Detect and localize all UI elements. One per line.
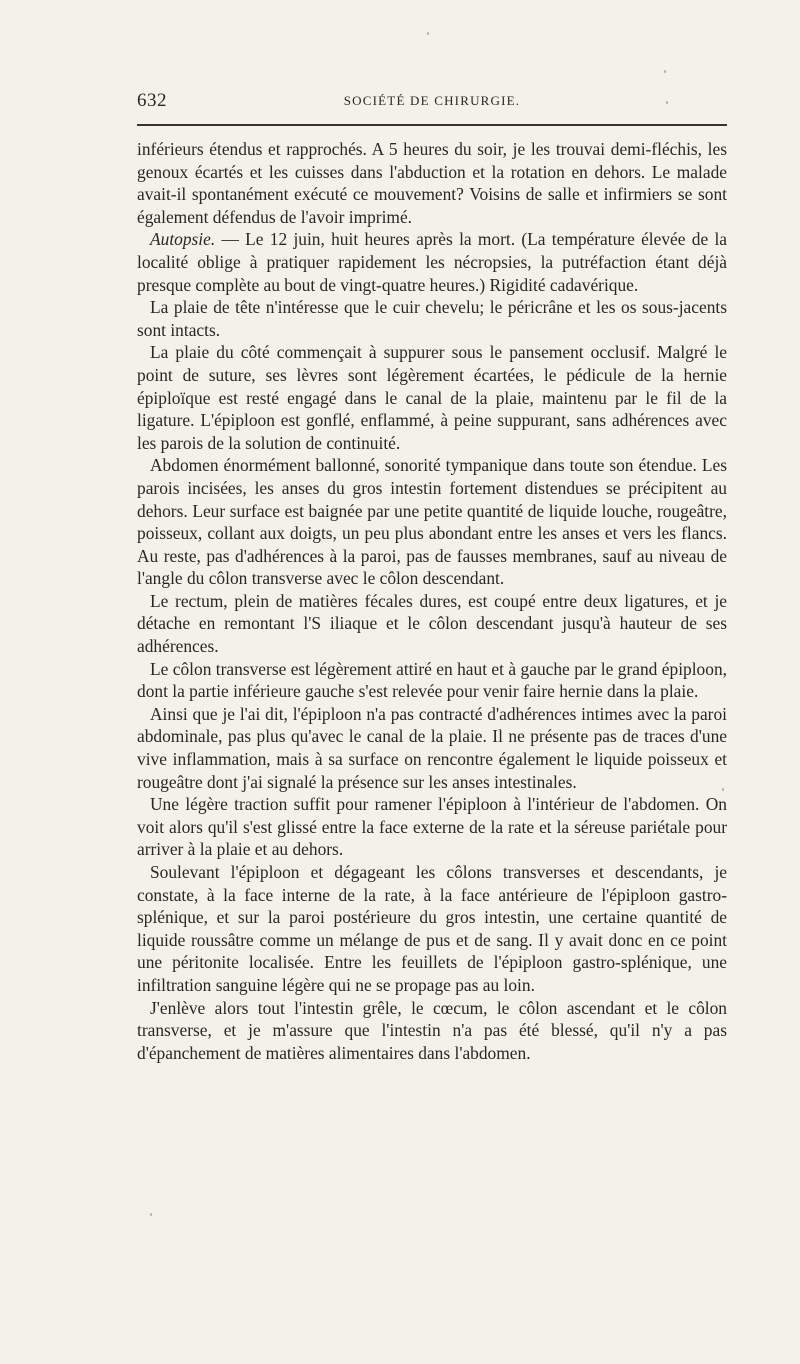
page-header: [137, 90, 727, 114]
paper-speck: [150, 1213, 152, 1216]
paragraph-6: Le rectum, plein de matières fécales dures, est coupé entre deux ligatures, et je détache en remontant l'S iliaque et le côlon descendant jusqu'à hauteur de ses adhérences.: [137, 590, 727, 657]
paragraph-2: Autopsie. — Le 12 juin, huit heures après la mort. (La température élevée de la localité oblige à pratiquer rapidement les nécropsies, la putréfaction étant déjà presque complète au bout de vingt-quatre heures.) Rigidité cadavérique.: [137, 229, 727, 295]
running-head: SOCIÉTÉ DE CHIRURGIE.: [343, 93, 521, 108]
paragraph-9: Une légère traction suffit pour ramener l'épiploon à l'intérieur de l'abdomen. On voit alors qu'il s'est glissé entre la face externe de la rate et la séreuse pariétale pour arriver à la plaie et au dehors.: [137, 794, 727, 860]
paragraph-4: La plaie du côté commençait à suppurer sous le pansement occlusif. Malgré le point de suture, ses lèvres sont légèrement écartées, le pédicule de la hernie épiploïque est resté engagé dans le canal de la plaie, maintenu par le fil de la ligature. L'épiploon est gonflé, enflammé, à peine suppurant, sans adhérences avec les parois de la solution de continuité.: [137, 342, 727, 453]
paper-speck: [664, 70, 666, 73]
page-number: 632: [137, 90, 167, 111]
section-lead-autopsie: Autopsie.: [150, 229, 216, 250]
paragraph-7: Le côlon transverse est légèrement attiré en haut et à gauche par le grand épiploon, dont la partie inférieure gauche s'est relevée pour venir faire hernie dans la plaie.: [137, 658, 727, 702]
paragraph-5: Abdomen énormément ballonné, sonorité tympanique dans toute son étendue. Les parois incisées, les anses du gros intestin fortement distendues se précipitent au dehors. Leur surface est baignée par une petite quantité de liquide louche, rougeâtre, poisseux, collant aux doigts, un peu plus abondant entre les anses et vers les flancs. Au reste, pas d'adhérences à la paroi, pas de fausses membranes, sauf au niveau de l'angle du côlon transverse avec le côlon descendant.: [137, 455, 727, 589]
paragraph-3: La plaie de tête n'intéresse que le cuir chevelu; le péricrâne et les os sous-jacents sont intacts.: [137, 297, 727, 340]
paper-speck: [427, 32, 429, 35]
paragraph-8: Ainsi que je l'ai dit, l'épiploon n'a pas contracté d'adhérences intimes avec la paroi abdominale, pas plus qu'avec le canal de la plaie. Il ne présente pas de traces d'une vive inflammation, mais à sa surface on rencontre également le liquide poisseux et rougeâtre dont j'ai signalé la présence sur les anses intestinales.: [137, 703, 727, 792]
paper-speck: [722, 788, 724, 791]
header-rule: [137, 124, 727, 126]
body-text: [137, 138, 727, 1064]
paragraph-10: Soulevant l'épiploon et dégageant les côlons transverses et descendants, je constate, à la face interne de la rate, à la face antérieure de l'épiploon gastro-splénique, et sur la paroi postérieure du gros intestin, une certaine quantité de liquide roussâtre comme un mélange de pus et de sang. Il y avait donc en ce point une péritonite localisée. Entre les feuillets de l'épiploon gastro-splénique, une infiltration sanguine légère qui ne se propage pas au loin.: [137, 862, 727, 995]
paragraph-1: inférieurs étendus et rapprochés. A 5 heures du soir, je les trouvai demi-fléchis, les genoux écartés et les cuisses dans l'abduction et la rotation en dehors. Le malade avait-il spontanément exécuté ce mouvement? Voisins de salle et infirmiers se sont également défendus de l'avoir imprimé.: [137, 139, 727, 227]
paper-speck: [666, 101, 668, 104]
paragraph-11: J'enlève alors tout l'intestin grêle, le cœcum, le côlon ascendant et le côlon transverse, et je m'assure que l'intestin n'a pas été blessé, qu'il n'y a pas d'épanchement de matières alimentaires dans l'abdomen.: [137, 997, 727, 1063]
